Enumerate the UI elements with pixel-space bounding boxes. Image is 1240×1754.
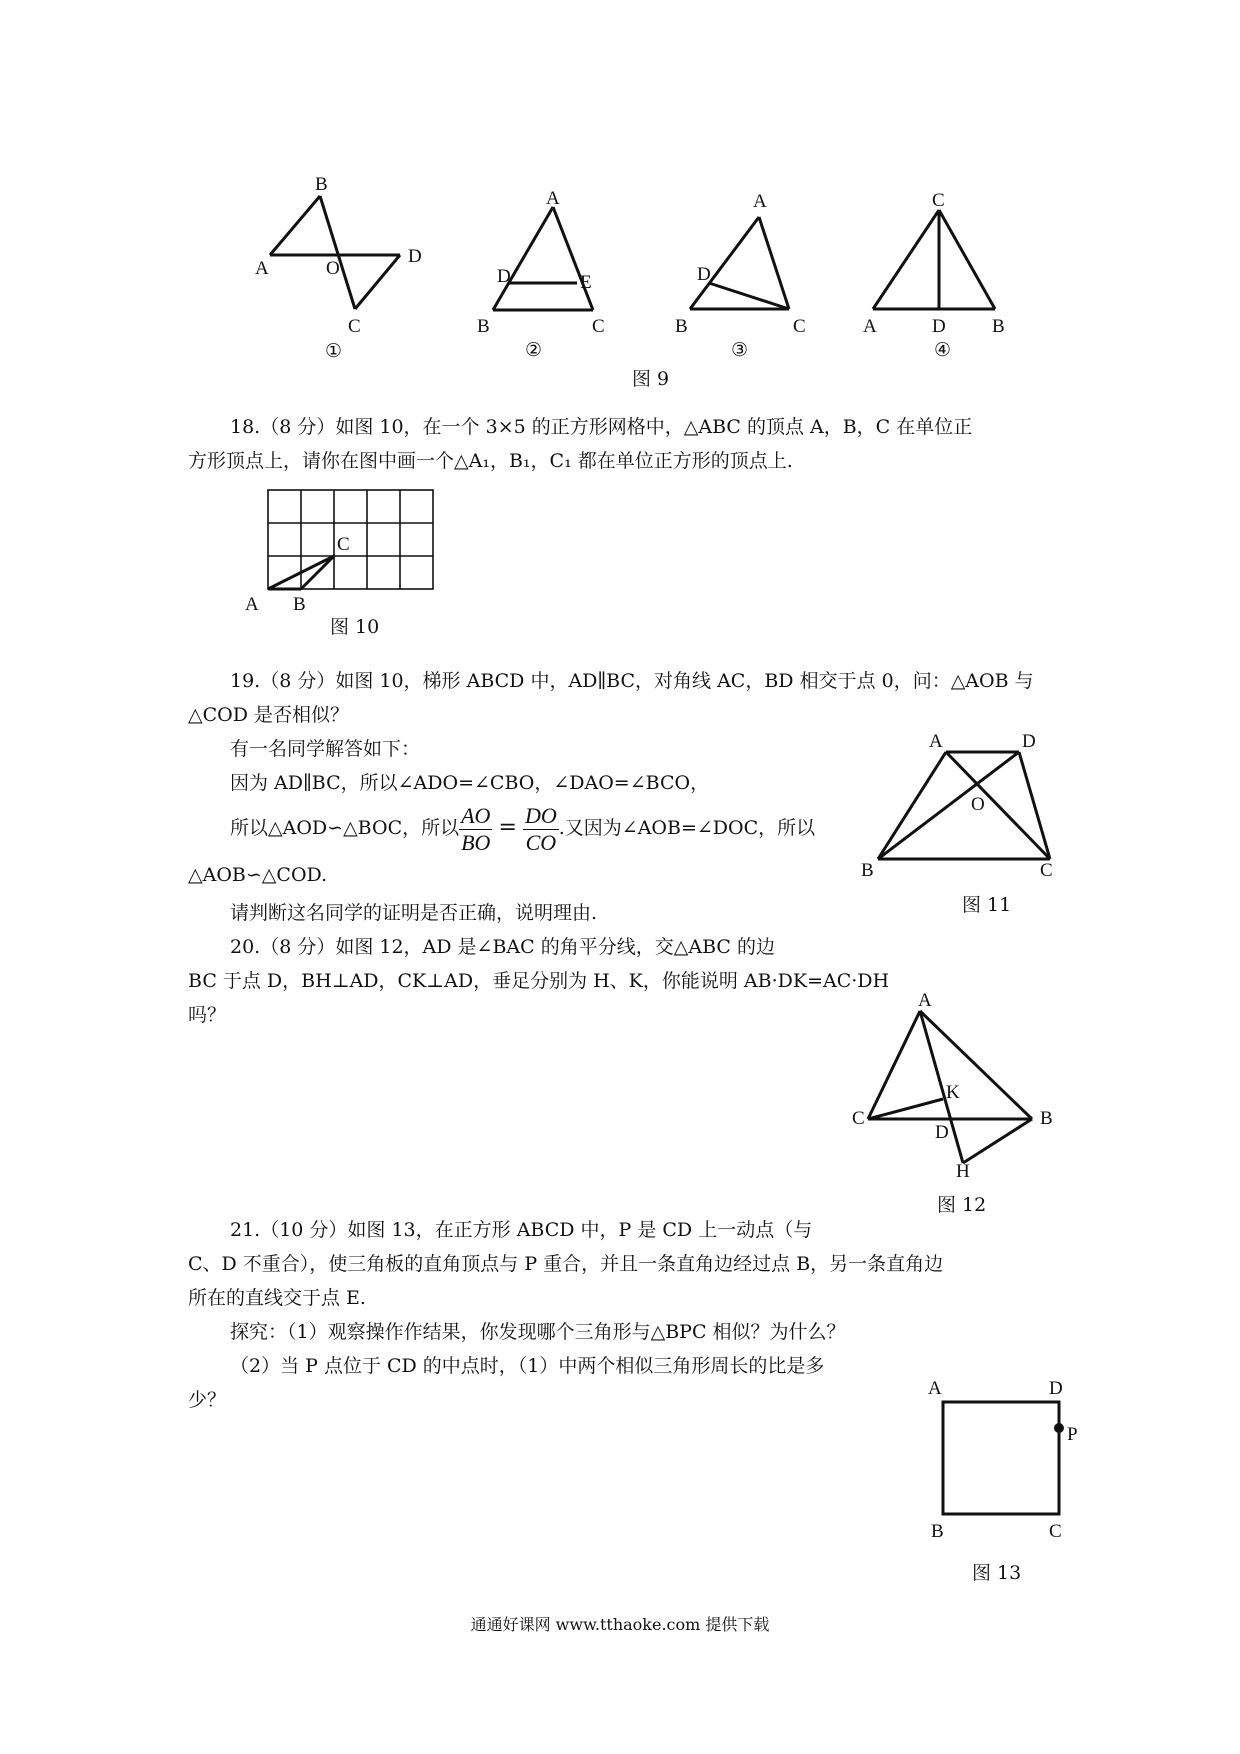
figure-10 xyxy=(240,488,440,615)
label-k: K xyxy=(946,1082,960,1103)
label-a: A xyxy=(255,258,269,279)
label-a: A xyxy=(546,188,560,209)
label-d: D xyxy=(935,1122,949,1143)
q21-line2: C、D 不重合），使三角板的直角顶点与 P 重合，并且一条直角边经过点 B，另一条直角边 xyxy=(188,1253,944,1275)
label-b: B xyxy=(992,316,1005,337)
label-c: C xyxy=(852,1108,865,1129)
q21-line4: 探究：（1）观察操作作结果，你发现哪个三角形与△BPC 相似？为什么？ xyxy=(230,1321,846,1343)
fraction-ao-bo xyxy=(459,803,492,856)
figure-11-caption: 图 11 xyxy=(962,894,1012,916)
label-d: D xyxy=(697,264,711,285)
label-o: O xyxy=(326,258,340,279)
label-c: C xyxy=(348,316,361,337)
label-c: C xyxy=(793,316,806,337)
point-p xyxy=(1054,1423,1064,1433)
figure-9-sub2 xyxy=(470,190,620,360)
q18-line2: 方形顶点上，请你在图中画一个△A₁，B₁，C₁ 都在单位正方形的顶点上. xyxy=(188,450,793,472)
q18-line1: 18.（8 分）如图 10，在一个 3×5 的正方形网格中，△ABC 的顶点 A，B，C 在单位正 xyxy=(230,416,973,438)
q20-line2: BC 于点 D，BH⊥AD，CK⊥AD，垂足分别为 H、K，你能说明 AB·DK=AC·DH xyxy=(188,970,890,992)
label-d: D xyxy=(497,266,511,287)
label-a: A xyxy=(245,594,259,615)
label-a: A xyxy=(928,1378,942,1399)
figure-12 xyxy=(852,990,1060,1185)
label-h: H xyxy=(956,1161,970,1182)
label-d: D xyxy=(408,246,422,267)
label-p: P xyxy=(1067,1424,1078,1445)
figure-9-caption: 图 9 xyxy=(632,368,670,390)
label-c: C xyxy=(592,316,605,337)
q20-line3: 吗？ xyxy=(188,1004,227,1026)
figure-9-sub3 xyxy=(670,190,830,360)
q21-line1: 21.（10 分）如图 13，在正方形 ABCD 中，P 是 CD 上一动点（与 xyxy=(230,1219,813,1241)
q19-line7: 请判断这名同学的证明是否正确，说明理由. xyxy=(230,902,598,924)
q21-line5: （2）当 P 点位于 CD 的中点时，（1）中两个相似三角形周长的比是多 xyxy=(230,1355,825,1377)
subfigure-number: ④ xyxy=(934,340,952,361)
label-d: D xyxy=(1049,1378,1063,1399)
figure-13 xyxy=(920,1380,1080,1540)
label-b: B xyxy=(861,860,874,881)
figure-13-caption: 图 13 xyxy=(972,1562,1022,1584)
q20-line1: 20.（8 分）如图 12，AD 是∠BAC 的角平分线，交△ABC 的边 xyxy=(230,936,775,958)
q19-line6: △AOB∽△COD. xyxy=(188,864,328,886)
q21-line3: 所在的直线交于点 E. xyxy=(188,1287,366,1309)
label-b: B xyxy=(1040,1108,1053,1129)
fraction-do-co xyxy=(523,803,559,856)
q19-line2: △COD 是否相似？ xyxy=(188,704,349,726)
label-e: E xyxy=(580,272,592,293)
label-a: A xyxy=(918,990,932,1011)
q21-line6: 少？ xyxy=(188,1389,227,1411)
q19-line5 xyxy=(230,798,815,858)
q19-line3: 有一名同学解答如下： xyxy=(230,738,421,760)
subfigure-number: ① xyxy=(325,341,343,362)
label-a: A xyxy=(929,731,943,752)
fraction-numerator: AO xyxy=(461,802,491,828)
label-c: C xyxy=(932,190,945,211)
q19-line5-end: .又因为∠AOB=∠DOC，所以 xyxy=(558,817,816,839)
equals-sign: = xyxy=(498,815,517,840)
label-a: A xyxy=(753,191,767,212)
label-c: C xyxy=(1049,1521,1062,1542)
label-d: D xyxy=(932,316,946,337)
figure-10-caption: 图 10 xyxy=(330,616,380,638)
label-b: B xyxy=(477,316,490,337)
label-b: B xyxy=(675,316,688,337)
footer-source: 通通好课网 www.tthaoke.com 提供下载 xyxy=(470,1615,770,1634)
figure-11 xyxy=(860,730,1080,900)
label-b: B xyxy=(931,1521,944,1542)
q19-line4: 因为 AD∥BC，所以∠ADO=∠CBO，∠DAO=∠BCO， xyxy=(230,772,710,794)
figure-9-sub4 xyxy=(860,190,1030,360)
label-b: B xyxy=(315,174,328,195)
figure-9-sub1 xyxy=(250,170,440,360)
label-a: A xyxy=(863,316,877,337)
q19-line1: 19.（8 分）如图 10，梯形 ABCD 中，AD∥BC，对角线 AC，BD 相交于点 0，问：△AOB 与 xyxy=(230,670,1034,692)
fraction-numerator: DO xyxy=(524,802,557,828)
label-d: D xyxy=(1022,731,1036,752)
label-c: C xyxy=(1040,860,1053,881)
figure-12-caption: 图 12 xyxy=(937,1194,987,1216)
fraction-denominator: BO xyxy=(461,829,491,855)
subfigure-number: ③ xyxy=(731,340,749,361)
subfigure-number: ② xyxy=(525,340,543,361)
fraction-denominator: CO xyxy=(525,829,557,855)
label-b: B xyxy=(293,594,306,615)
label-o: O xyxy=(971,794,985,815)
q19-line5-start: 所以△AOD∽△BOC，所以 xyxy=(230,817,460,839)
label-c: C xyxy=(337,534,350,555)
